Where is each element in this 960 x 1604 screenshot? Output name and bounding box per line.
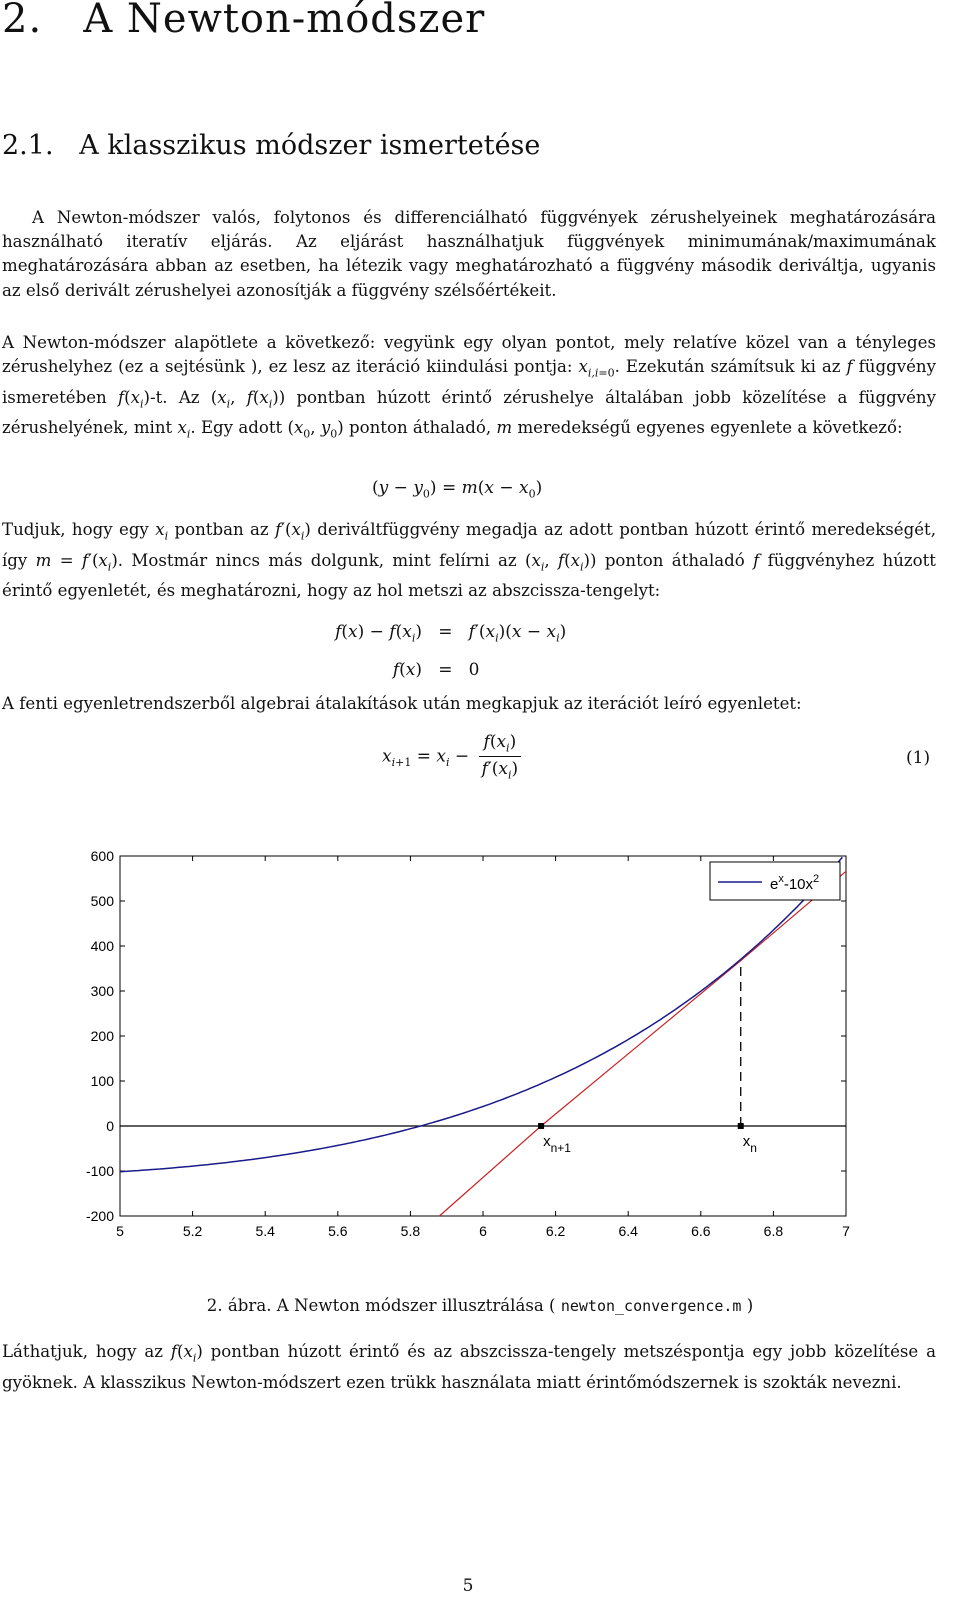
paragraph-derivative: Tudjuk, hogy egy $x_i$ pontban az $f'(x_i)$ deriváltfüggvény megadja az adott pontban húzott érintő meredekségét, így $m = f'(x_i)$. Mostmár nincs más dolgunk, mint felírni az ($x_i$, $f(x_i)$) ponton áthaladó f függvényhez húzott érintő egyenletét, és meghatározni, hogy az hol metszi az abszcissza-tengelyt:: [2, 520, 936, 601]
y-tick-label: 600: [90, 848, 114, 864]
x-tick-label: 6.4: [618, 1223, 638, 1239]
x-tick-label: 7: [842, 1223, 850, 1239]
x-tick-label: 5.8: [400, 1223, 421, 1239]
newton-convergence-chart: [70, 842, 900, 1242]
subsection-number: 2.1.: [2, 130, 54, 161]
y-tick-label: 400: [90, 938, 114, 954]
y-tick-label: 100: [90, 1073, 114, 1089]
paragraph-intro: A Newton-módszer valós, folytonos és differenciálható függvények zérushelyeinek meghatározására használható iteratív eljárás. Az eljárást használhatjuk függvények minimumának/maximumának meghatározására abban az esetben, ha létezik vagy meghatározható a függvény második deriváltja, ugyanis az első derivált zérushelyei azonosítják a függvény szélsőértékeit.: [2, 208, 936, 300]
x-tick-label: 6: [479, 1223, 487, 1239]
x-tick-label: 5: [116, 1223, 124, 1239]
paragraph-conclusion: Láthatjuk, hogy az $f(x_i)$ pontban húzott érintő és az abszcissza-tengely metszéspontja egy jobb közelítése a gyöknek. A klasszikus Newton-módszert ezen trükk használata miatt érintőmódszernek is szokták nevezni.: [2, 1342, 936, 1392]
section-title: A Newton-módszer: [83, 0, 486, 42]
paragraph-algebra: A fenti egyenletrendszerből algebrai átalakítások után megkapjuk az iterációt leíró egyenletet:: [2, 694, 802, 713]
section-heading: [2, 0, 485, 42]
line-equation: $(y - y_0) = m(x - x_0)$: [372, 478, 543, 501]
section-number: 2.: [2, 0, 43, 42]
y-tick-label: -200: [85, 1208, 114, 1224]
x-tick-label: 6.6: [691, 1223, 711, 1239]
subsection-title: A klasszikus módszer ismertetése: [79, 130, 541, 161]
iteration-label: $x_n$: [742, 1133, 757, 1155]
equation-number: (1): [906, 748, 931, 768]
y-tick-label: 0: [106, 1118, 114, 1134]
x-tick-label: 5.2: [182, 1223, 203, 1239]
iteration-point: [738, 1123, 744, 1129]
y-tick-label: 500: [90, 893, 114, 909]
figure-caption: 2. ábra. A Newton módszer illusztrálása ( newton_convergence.m ): [206, 1296, 754, 1315]
iteration-point: [538, 1123, 544, 1129]
x-tick-label: 5.6: [328, 1223, 348, 1239]
subsection-heading: [2, 130, 540, 161]
legend-box: [710, 862, 840, 900]
caption-code: newton_convergence.m: [560, 1297, 742, 1315]
x-tick-label: 6.8: [763, 1223, 784, 1239]
legend-label: $e^x-10x^2$: [770, 873, 820, 893]
paragraph-idea: A Newton-módszer alapötlete a következő: vegyünk egy olyan pontot, mely relatíve közel van a tényleges zérushelyhez (ez a sejtésünk ), ez lesz az iteráció kiindulási pontja: $x_{i,i=0}$. Ezekután számítsuk ki az f függvény ismeretében $f(x_i)-t$. Az ($x_i$, $f(x_i)$) pontban húzott érintő zérushelye általában jobb közelítése a függvény zérushelyének, mint $x_i$. Egy adott ($x_0$, $y_0$) ponton áthaladó, m meredekségű egyenes egyenlete a következő:: [2, 333, 936, 441]
x-tick-label: 5.4: [255, 1223, 275, 1239]
y-tick-label: 300: [90, 983, 114, 999]
newton-iteration-equation: $x_{i+1} = x_i$ − $\frac{f(x_i)}{f'(x_i)}$: [382, 732, 521, 782]
y-tick-label: -100: [85, 1163, 114, 1179]
equation-system: $f(x) - f(x_i) = f'(x_i)(x - x_i)$ f(x) = 0: [335, 622, 567, 681]
iteration-label: $x_{n+1}$: [543, 1133, 571, 1155]
page-number: 5: [462, 1576, 474, 1596]
y-tick-label: 200: [90, 1028, 114, 1044]
x-tick-label: 6.2: [545, 1223, 566, 1239]
